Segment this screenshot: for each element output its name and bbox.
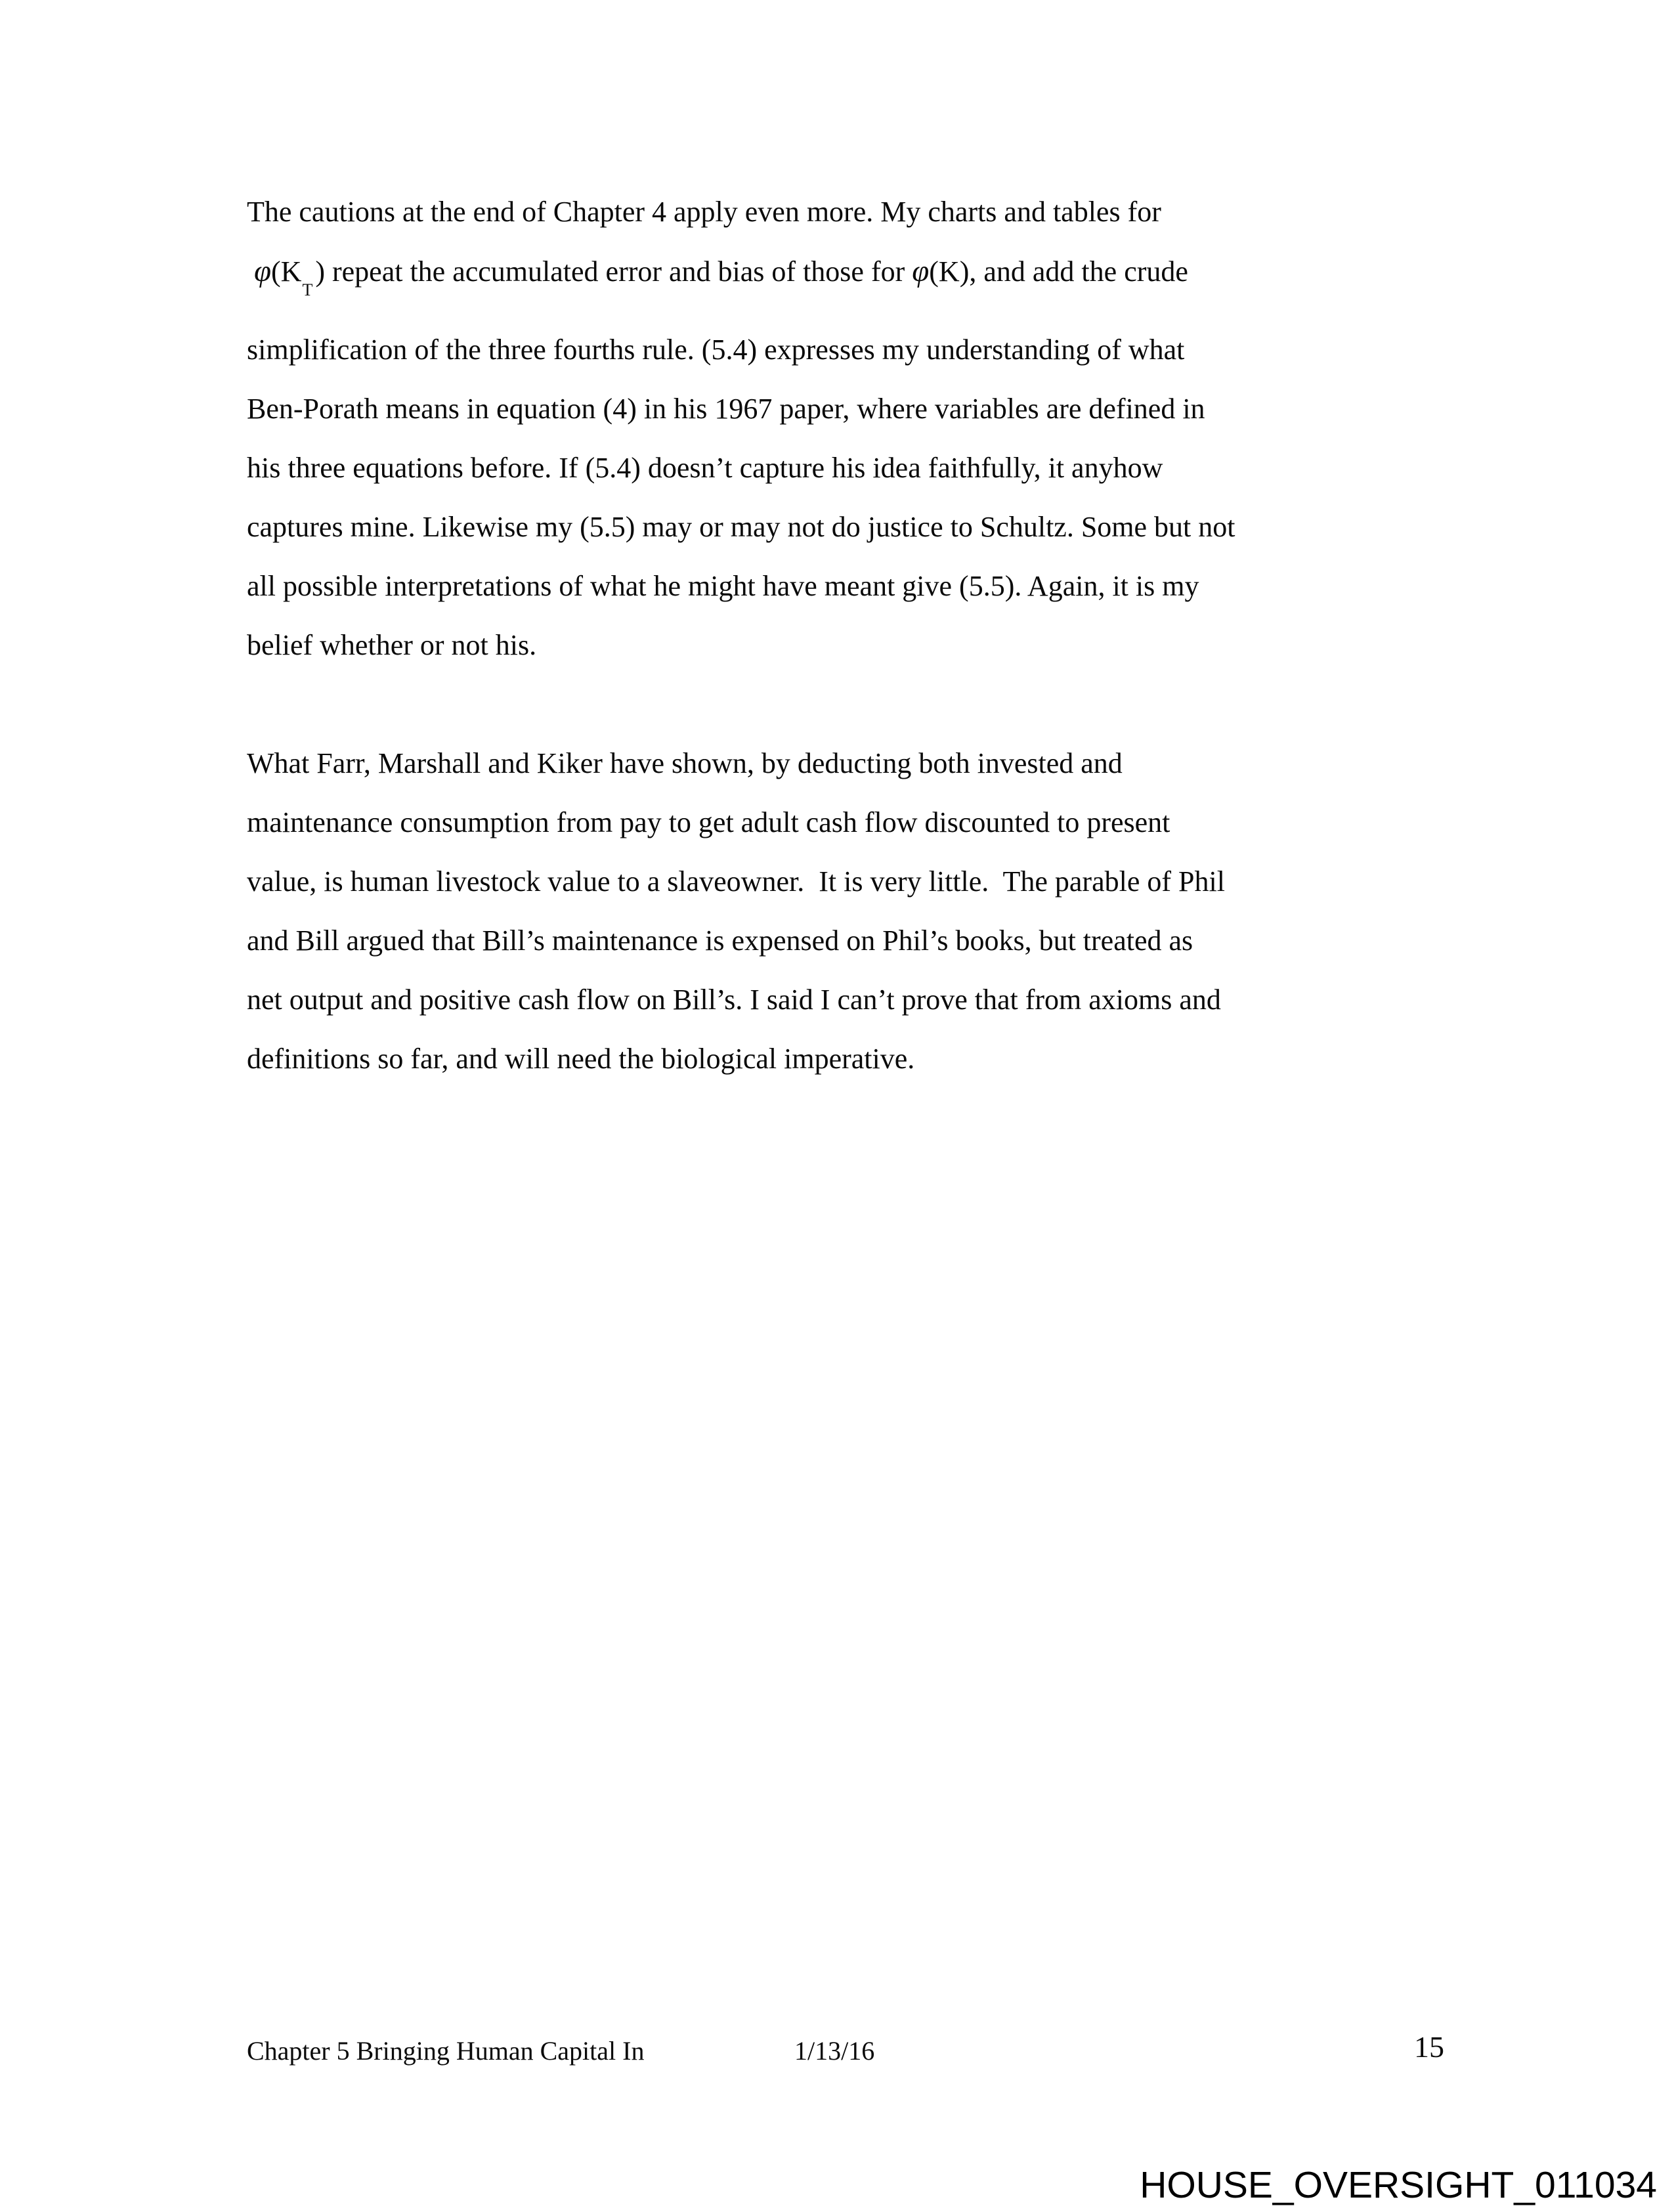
footer-chapter-title: Chapter 5 Bringing Human Capital In xyxy=(247,2036,645,2066)
text-run: value, is human livestock value to a slaveowner. It is very little. The parable of Phil xyxy=(247,865,1225,898)
text-run: belief whether or not his. xyxy=(247,629,537,661)
text-line xyxy=(247,970,1438,1030)
text-line xyxy=(247,380,1438,439)
footer-page-number: 15 xyxy=(1414,2030,1444,2064)
text-run: ) repeat the accumulated error and bias of those for xyxy=(315,255,912,288)
text-run: The cautions at the end of Chapter 4 apply even more. My charts and tables for xyxy=(247,196,1161,228)
text-run: definitions so far, and will need the biological imperative. xyxy=(247,1043,915,1075)
text-run: simplification of the three fourths rule. (5.4) expresses my understanding of what xyxy=(247,334,1185,366)
text-line xyxy=(247,320,1438,380)
text-run xyxy=(247,255,254,288)
text-line xyxy=(247,498,1438,557)
text-line xyxy=(247,183,1438,242)
text-line xyxy=(247,734,1438,793)
text-line xyxy=(247,439,1438,498)
text-line xyxy=(247,793,1438,852)
phi-symbol: φ xyxy=(254,254,272,288)
text-run: What Farr, Marshall and Kiker have shown, by deducting both invested and xyxy=(247,747,1123,779)
text-line xyxy=(247,616,1438,675)
text-run: (K xyxy=(271,255,302,288)
text-line xyxy=(247,1030,1438,1089)
subscript-t: T xyxy=(302,280,313,299)
text-line xyxy=(247,242,1438,305)
text-run: , and add the crude xyxy=(969,255,1188,288)
text-run: and Bill argued that Bill’s maintenance is expensed on Phil’s books, but treated as xyxy=(247,924,1193,957)
paragraph-2 xyxy=(247,734,1438,1089)
text-run: net output and positive cash flow on Bill’s. I said I can’t prove that from axioms and xyxy=(247,984,1221,1016)
bates-stamp: HOUSE_OVERSIGHT_011034 xyxy=(1140,2164,1657,2206)
text-run: his three equations before. If (5.4) doesn’t capture his idea faithfully, it anyhow xyxy=(247,452,1163,484)
text-line xyxy=(247,852,1438,911)
document-body xyxy=(247,183,1438,1089)
footer-date: 1/13/16 xyxy=(794,2036,875,2066)
text-line xyxy=(247,557,1438,616)
text-run: Ben-Porath means in equation (4) in his 1967 paper, where variables are defined in xyxy=(247,393,1205,425)
text-run: maintenance consumption from pay to get adult cash flow discounted to present xyxy=(247,806,1170,838)
text-run: captures mine. Likewise my (5.5) may or may not do justice to Schultz. Some but not xyxy=(247,511,1235,543)
phi-symbol: φ xyxy=(912,254,930,288)
text-line xyxy=(247,911,1438,970)
text-run: all possible interpretations of what he might have meant give (5.5). Again, it is my xyxy=(247,570,1199,602)
paragraph-1 xyxy=(247,183,1438,675)
text-run: (K) xyxy=(929,255,970,288)
